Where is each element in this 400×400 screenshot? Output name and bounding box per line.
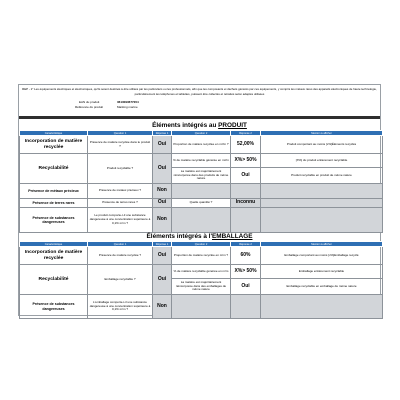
table-row — [20, 184, 383, 199]
question-cell: % de matière recyclable générée en m/m — [172, 265, 231, 279]
ean-label: EAN du produit — [79, 100, 100, 104]
answer-cell: Oui — [153, 265, 172, 295]
value-cell: Oui — [231, 168, 261, 184]
mention-cell: Emballage comportant au moins [x%]Emballage recyclé — [261, 247, 383, 265]
value-cell: X%> 50% — [231, 265, 261, 279]
col-header-question-2: Question 2 — [172, 131, 231, 136]
section-title-produit: Éléments intégrés au PRODUIT — [152, 122, 247, 129]
criterion-cell: Incorporation de matière recyclée — [20, 247, 88, 265]
question-cell: La matière est majoritairement réincorporée dans des produits de même nature — [172, 168, 231, 184]
table-row — [20, 136, 383, 154]
answer-cell: Oui — [153, 136, 172, 154]
empty-cell — [231, 295, 261, 319]
value-cell: 52,00% — [231, 136, 261, 154]
empty-cell — [261, 208, 383, 233]
ean-value: 3613093677204 — [117, 100, 139, 104]
col-header-reponse-2: Réponse 2 — [231, 131, 261, 136]
value-cell: 60% — [231, 247, 261, 265]
table-row — [20, 208, 383, 233]
answer-cell: Non — [153, 295, 172, 319]
col-header-mention: Mention à afficher — [261, 242, 383, 247]
question-cell: La matière est majoritairement réincorporée dans des emballages de même nature — [172, 279, 231, 295]
criterion-cell: Présence de métaux précieux — [20, 184, 88, 199]
col-header-question-1: Question 1 — [88, 131, 153, 136]
question-cell: % de matière recyclable générée en m²/m — [172, 154, 231, 168]
question-cell: Présence de matière recyclée dans le produit ? — [88, 136, 153, 154]
criterion-cell: Présence de substances dangereuses — [20, 295, 88, 319]
table-row — [20, 265, 383, 279]
mention-cell: Emballage recyclable en emballage de même nature — [261, 279, 383, 295]
col-header-caracteristique: Caractéristique — [20, 131, 88, 136]
empty-cell — [261, 199, 383, 208]
empty-cell — [261, 295, 383, 319]
question-cell: Proportion de matière recyclée en m²/m ? — [172, 136, 231, 154]
empty-cell — [172, 295, 231, 319]
reference-value: Marking marine — [117, 104, 138, 109]
value-cell: X%> 50% — [231, 154, 261, 168]
reference-label: Référence du produit — [75, 104, 104, 109]
answer-cell: Non — [153, 184, 172, 199]
col-header-reponse-2: Réponse 2 — [231, 242, 261, 247]
question-cell: Le produit comporte-t-il une substance dangereuse à une concentration supérieure à 0,1% m/m ? — [88, 208, 153, 233]
question-cell: L'emballage comporte-t-il une substance dangereuse à une concentration supérieure à 0,1% m/m ? — [88, 295, 153, 319]
col-header-reponse-1: Réponse 1 — [153, 242, 172, 247]
mention-cell: Emballage entièrement recyclable — [261, 265, 383, 279]
empty-cell — [261, 184, 383, 199]
section-title-emballage: Éléments intégrés à l'EMBALLAGE — [146, 233, 253, 240]
mention-cell: Produit recyclable en produit de même nature — [261, 168, 383, 184]
value-cell: Inconnu — [231, 199, 261, 208]
question-cell: Présence de matière recyclée ? — [88, 247, 153, 265]
empty-cell — [231, 208, 261, 233]
col-header-caracteristique: Caractéristique — [20, 242, 88, 247]
product-environmental-sheet — [18, 84, 381, 316]
produit-table — [19, 130, 383, 233]
table-row — [20, 295, 383, 319]
empty-cell — [172, 208, 231, 233]
emballage-table — [19, 241, 383, 319]
col-header-question-2: Question 2 — [172, 242, 231, 247]
question-cell: Quelle quantité ? — [172, 199, 231, 208]
answer-cell: Oui — [153, 154, 172, 184]
intro-text: REP - 1° Les équipements électriques et électroniques, qu'ils soient destinés à être utilisés par les particuliers ou les professionnels, afin que les composants et déchets générés par ces équipements, y compris les métaux rares des appareils électroniques de haute technologie, particulièrement les téléphones et tablettes, puissent être collectés et retraités selon adaptés utilisées — [22, 87, 377, 96]
mention-cell: Produit comportant au moins [x%]Éléments recyclés — [261, 136, 383, 154]
col-header-reponse-1: Réponse 1 — [153, 131, 172, 136]
criterion-cell: Incorporation de matière recyclée — [20, 136, 88, 154]
col-header-question-1: Question 1 — [88, 242, 153, 247]
question-cell: Présence de terres rares ? — [88, 199, 153, 208]
mention-cell: [X%] du produit entièrement recyclable — [261, 154, 383, 168]
criterion-cell: Recyclabilité — [20, 265, 88, 295]
answer-cell: Oui — [153, 247, 172, 265]
answer-cell: Non — [153, 208, 172, 233]
criterion-cell: Présence de substances dangereuses — [20, 208, 88, 233]
value-cell: Oui — [231, 279, 261, 295]
divider-band — [19, 116, 380, 119]
question-cell: Présence de métaux précieux ? — [88, 184, 153, 199]
table-row — [20, 247, 383, 265]
answer-cell: Oui — [153, 199, 172, 208]
question-cell: Emballage recyclable ? — [88, 265, 153, 295]
question-cell: Produit recyclable ? — [88, 154, 153, 184]
table-row — [20, 199, 383, 208]
table-row — [20, 154, 383, 168]
criterion-cell: Présence de terres rares — [20, 199, 88, 208]
empty-cell — [172, 184, 231, 199]
col-header-mention: Mention à afficher — [261, 131, 383, 136]
empty-cell — [231, 184, 261, 199]
question-cell: Proportion de matière recyclée en m/m ? — [172, 247, 231, 265]
criterion-cell: Recyclabilité — [20, 154, 88, 184]
